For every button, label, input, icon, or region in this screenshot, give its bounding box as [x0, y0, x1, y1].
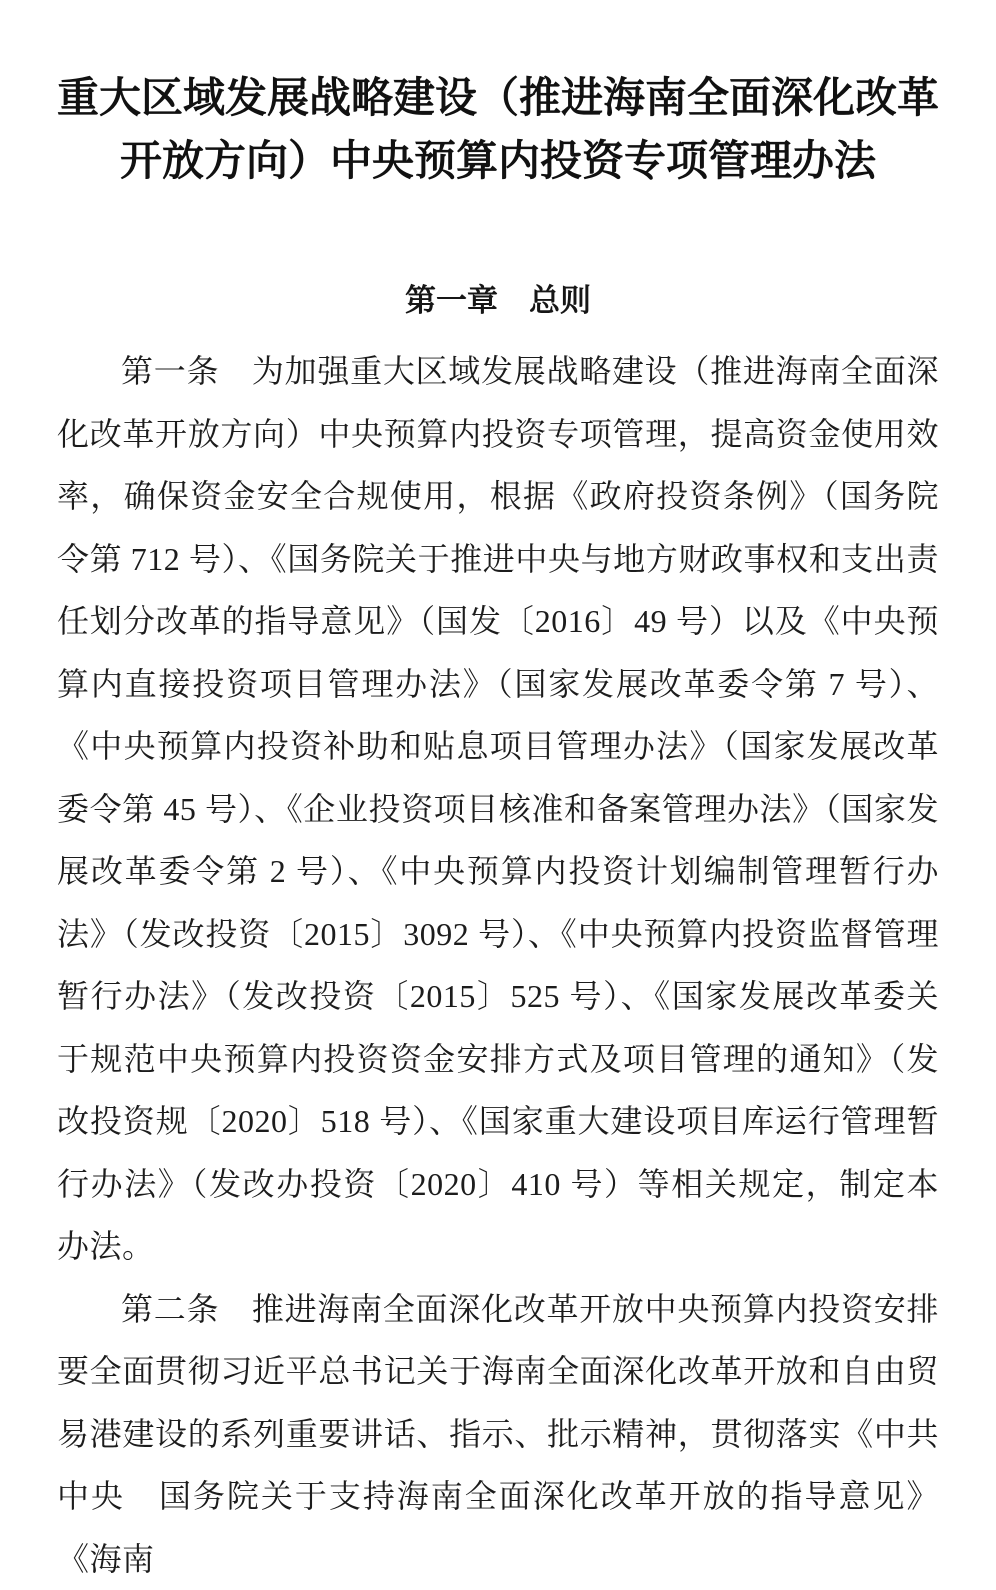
paragraph-article-1: 第一条 为加强重大区域发展战略建设（推进海南全面深化改革开放方向）中央预算内投资专项管理，提高资金使用效率，确保资金安全合规使用，根据《政府投资条例》（国务院令第 712 号）、《国务院关于推进中央与地方财政事权和支出责任划分改革的指导意见》（国发〔2016〕49 号）以及《中央预算内直接投资项目管理办法》（国家发展改革委令第 7 号）、《中央预算内投资补助和贴息项目管理办法》（国家发展改革委令第 45 号）、《企业投资项目核准和备案管理办法》（国家发展改革委令第 2 号）、《中央预算内投资计划编制管理暂行办法》（发改投资〔2015〕3092 号）、《中央预算内投资监督管理暂行办法》（发改投资〔2015〕525 号）、《国家发展改革委关于规范中央预算内投资资金安排方式及项目管理的通知》（发改投资规〔2020〕518 号）、《国家重大建设项目库运行管理暂行办法》（发改办投资〔2020〕410 号）等相关规定，制定本办法。 — [57, 340, 939, 1278]
document-title-line-1: 重大区域发展战略建设（推进海南全面深化改革 — [57, 68, 939, 131]
document-title — [57, 68, 939, 194]
document-body — [57, 340, 939, 1590]
document-title-line-2: 开放方向）中央预算内投资专项管理办法 — [57, 131, 939, 194]
chapter-heading: 第一章 总则 — [57, 280, 939, 322]
paragraph-article-2: 第二条 推进海南全面深化改革开放中央预算内投资安排要全面贯彻习近平总书记关于海南全面深化改革开放和自由贸易港建设的系列重要讲话、指示、批示精神，贯彻落实《中共中央 国务院关于支持海南全面深化改革开放的指导意见》《海南 — [57, 1278, 939, 1590]
